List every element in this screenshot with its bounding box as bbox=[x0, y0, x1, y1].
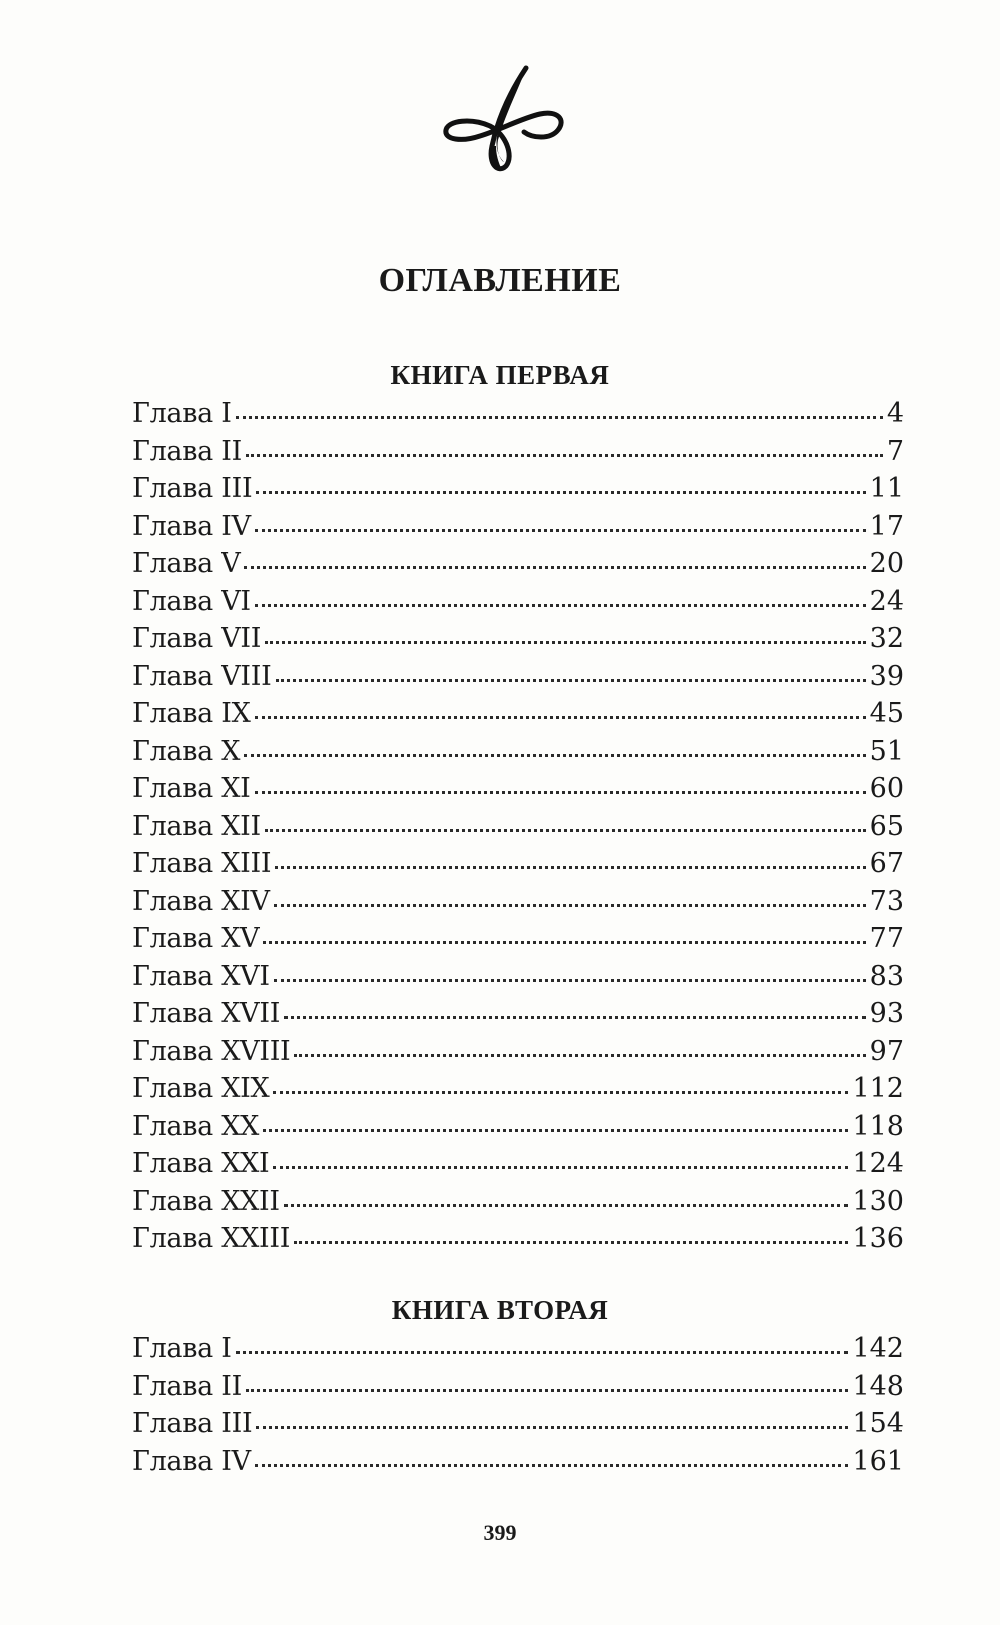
chapter-label: Глава VII bbox=[132, 623, 262, 654]
page-number: 399 bbox=[483, 1520, 517, 1545]
chapter-page-number: 118 bbox=[852, 1110, 904, 1142]
chapter-label: Глава II bbox=[132, 1370, 242, 1402]
chapter-label: Глава XII bbox=[132, 810, 261, 842]
chapter-page-number: 7 bbox=[886, 435, 904, 467]
toc-entry[interactable] bbox=[132, 1108, 904, 1146]
dot-leader bbox=[276, 679, 866, 682]
toc-entry[interactable] bbox=[132, 470, 904, 508]
toc-entry[interactable] bbox=[132, 508, 904, 546]
toc-entry[interactable] bbox=[132, 1443, 904, 1481]
chapter-page-number: 39 bbox=[869, 660, 904, 692]
toc-entry[interactable] bbox=[132, 1368, 904, 1406]
chapter-label: Глава XIV bbox=[132, 885, 270, 917]
toc-entry[interactable] bbox=[132, 808, 904, 846]
chapter-label: Глава V bbox=[132, 548, 241, 579]
dot-leader bbox=[256, 1426, 848, 1429]
chapter-page-number: 112 bbox=[852, 1073, 904, 1104]
dot-leader bbox=[265, 641, 866, 644]
chapter-page-number: 45 bbox=[869, 698, 904, 729]
chapter-label: Глава IV bbox=[132, 510, 251, 542]
toc-entry[interactable] bbox=[132, 883, 904, 921]
chapter-page-number: 77 bbox=[869, 923, 904, 954]
chapter-page-number: 148 bbox=[852, 1370, 904, 1402]
toc-entry[interactable] bbox=[132, 620, 904, 658]
dot-leader bbox=[284, 1204, 849, 1207]
dot-leader bbox=[255, 604, 866, 607]
chapter-label: Глава III bbox=[132, 473, 253, 504]
toc-entry[interactable] bbox=[132, 1145, 904, 1183]
book-2-chapter-list bbox=[132, 1330, 904, 1480]
toc-entry[interactable] bbox=[132, 920, 904, 958]
toc-entry[interactable] bbox=[132, 1220, 904, 1258]
chapter-page-number: 83 bbox=[869, 960, 904, 992]
toc-entry[interactable] bbox=[132, 995, 904, 1033]
chapter-label: Глава XI bbox=[132, 773, 251, 804]
chapter-page-number: 136 bbox=[852, 1223, 904, 1254]
dot-leader bbox=[255, 716, 866, 719]
toc-entry[interactable] bbox=[132, 1033, 904, 1071]
chapter-label: Глава I bbox=[132, 398, 232, 429]
dot-leader bbox=[255, 529, 866, 532]
dot-leader bbox=[255, 1464, 849, 1467]
chapter-page-number: 51 bbox=[869, 735, 904, 767]
toc-entry[interactable] bbox=[132, 1330, 904, 1368]
toc-entry[interactable] bbox=[132, 583, 904, 621]
toc-entry[interactable] bbox=[132, 845, 904, 883]
chapter-label: Глава XXI bbox=[132, 1148, 270, 1179]
book-1-heading: КНИГА ПЕРВАЯ bbox=[390, 360, 610, 390]
chapter-label: Глава XV bbox=[132, 923, 260, 954]
toc-entry[interactable] bbox=[132, 658, 904, 696]
chapter-page-number: 4 bbox=[886, 398, 904, 429]
chapter-label: Глава XXIII bbox=[132, 1223, 291, 1254]
toc-entry[interactable] bbox=[132, 395, 904, 433]
dot-leader bbox=[273, 1091, 848, 1094]
chapter-label: Глава XX bbox=[132, 1110, 260, 1142]
chapter-label: Глава IX bbox=[132, 698, 251, 729]
chapter-page-number: 24 bbox=[869, 585, 904, 617]
dot-leader bbox=[275, 866, 865, 869]
dot-leader bbox=[284, 1016, 866, 1019]
toc-entry[interactable] bbox=[132, 958, 904, 996]
flourish-ornament-icon bbox=[440, 62, 570, 182]
dot-leader bbox=[294, 1241, 848, 1244]
chapter-label: Глава I bbox=[132, 1333, 232, 1364]
dot-leader bbox=[244, 754, 866, 757]
toc-entry[interactable] bbox=[132, 1405, 904, 1443]
chapter-page-number: 161 bbox=[852, 1445, 904, 1477]
toc-entry[interactable] bbox=[132, 433, 904, 471]
toc-title: ОГЛАВЛЕНИЕ bbox=[378, 262, 622, 299]
chapter-label: Глава IV bbox=[132, 1445, 251, 1477]
chapter-page-number: 11 bbox=[869, 473, 904, 504]
chapter-page-number: 60 bbox=[869, 773, 904, 804]
dot-leader bbox=[263, 1129, 848, 1132]
chapter-page-number: 32 bbox=[869, 623, 904, 654]
dot-leader bbox=[265, 829, 866, 832]
toc-entry[interactable] bbox=[132, 695, 904, 733]
toc-entry[interactable] bbox=[132, 1183, 904, 1221]
chapter-label: Глава XVI bbox=[132, 960, 270, 992]
chapter-page-number: 142 bbox=[852, 1333, 904, 1364]
chapter-page-number: 154 bbox=[852, 1408, 904, 1439]
dot-leader bbox=[256, 491, 865, 494]
chapter-page-number: 93 bbox=[869, 998, 904, 1029]
toc-entry[interactable] bbox=[132, 1070, 904, 1108]
dot-leader bbox=[273, 1166, 848, 1169]
dot-leader bbox=[263, 941, 865, 944]
dot-leader bbox=[236, 416, 883, 419]
chapter-page-number: 67 bbox=[869, 848, 904, 879]
chapter-page-number: 73 bbox=[869, 885, 904, 917]
toc-entry[interactable] bbox=[132, 770, 904, 808]
chapter-label: Глава XXII bbox=[132, 1185, 280, 1217]
dot-leader bbox=[236, 1351, 849, 1354]
chapter-page-number: 20 bbox=[869, 548, 904, 579]
chapter-label: Глава XIX bbox=[132, 1073, 270, 1104]
chapter-label: Глава II bbox=[132, 435, 242, 467]
dot-leader bbox=[244, 566, 865, 569]
toc-entry[interactable] bbox=[132, 733, 904, 771]
toc-entry[interactable] bbox=[132, 545, 904, 583]
dot-leader bbox=[246, 1389, 849, 1392]
chapter-label: Глава X bbox=[132, 735, 241, 767]
dot-leader bbox=[294, 1054, 865, 1057]
chapter-label: Глава III bbox=[132, 1408, 253, 1439]
chapter-page-number: 130 bbox=[852, 1185, 904, 1217]
chapter-page-number: 124 bbox=[852, 1148, 904, 1179]
dot-leader bbox=[246, 454, 883, 457]
chapter-label: Глава XVII bbox=[132, 998, 281, 1029]
dot-leader bbox=[274, 979, 866, 982]
chapter-page-number: 65 bbox=[869, 810, 904, 842]
dot-leader bbox=[255, 791, 866, 794]
book-1-chapter-list bbox=[132, 395, 904, 1258]
chapter-page-number: 97 bbox=[869, 1035, 904, 1067]
chapter-label: Глава XVIII bbox=[132, 1035, 291, 1067]
book-2-heading: КНИГА ВТОРАЯ bbox=[391, 1295, 609, 1325]
chapter-label: Глава VIII bbox=[132, 660, 272, 692]
dot-leader bbox=[274, 904, 866, 907]
chapter-label: Глава XIII bbox=[132, 848, 272, 879]
chapter-page-number: 17 bbox=[869, 510, 904, 542]
chapter-label: Глава VI bbox=[132, 585, 251, 617]
